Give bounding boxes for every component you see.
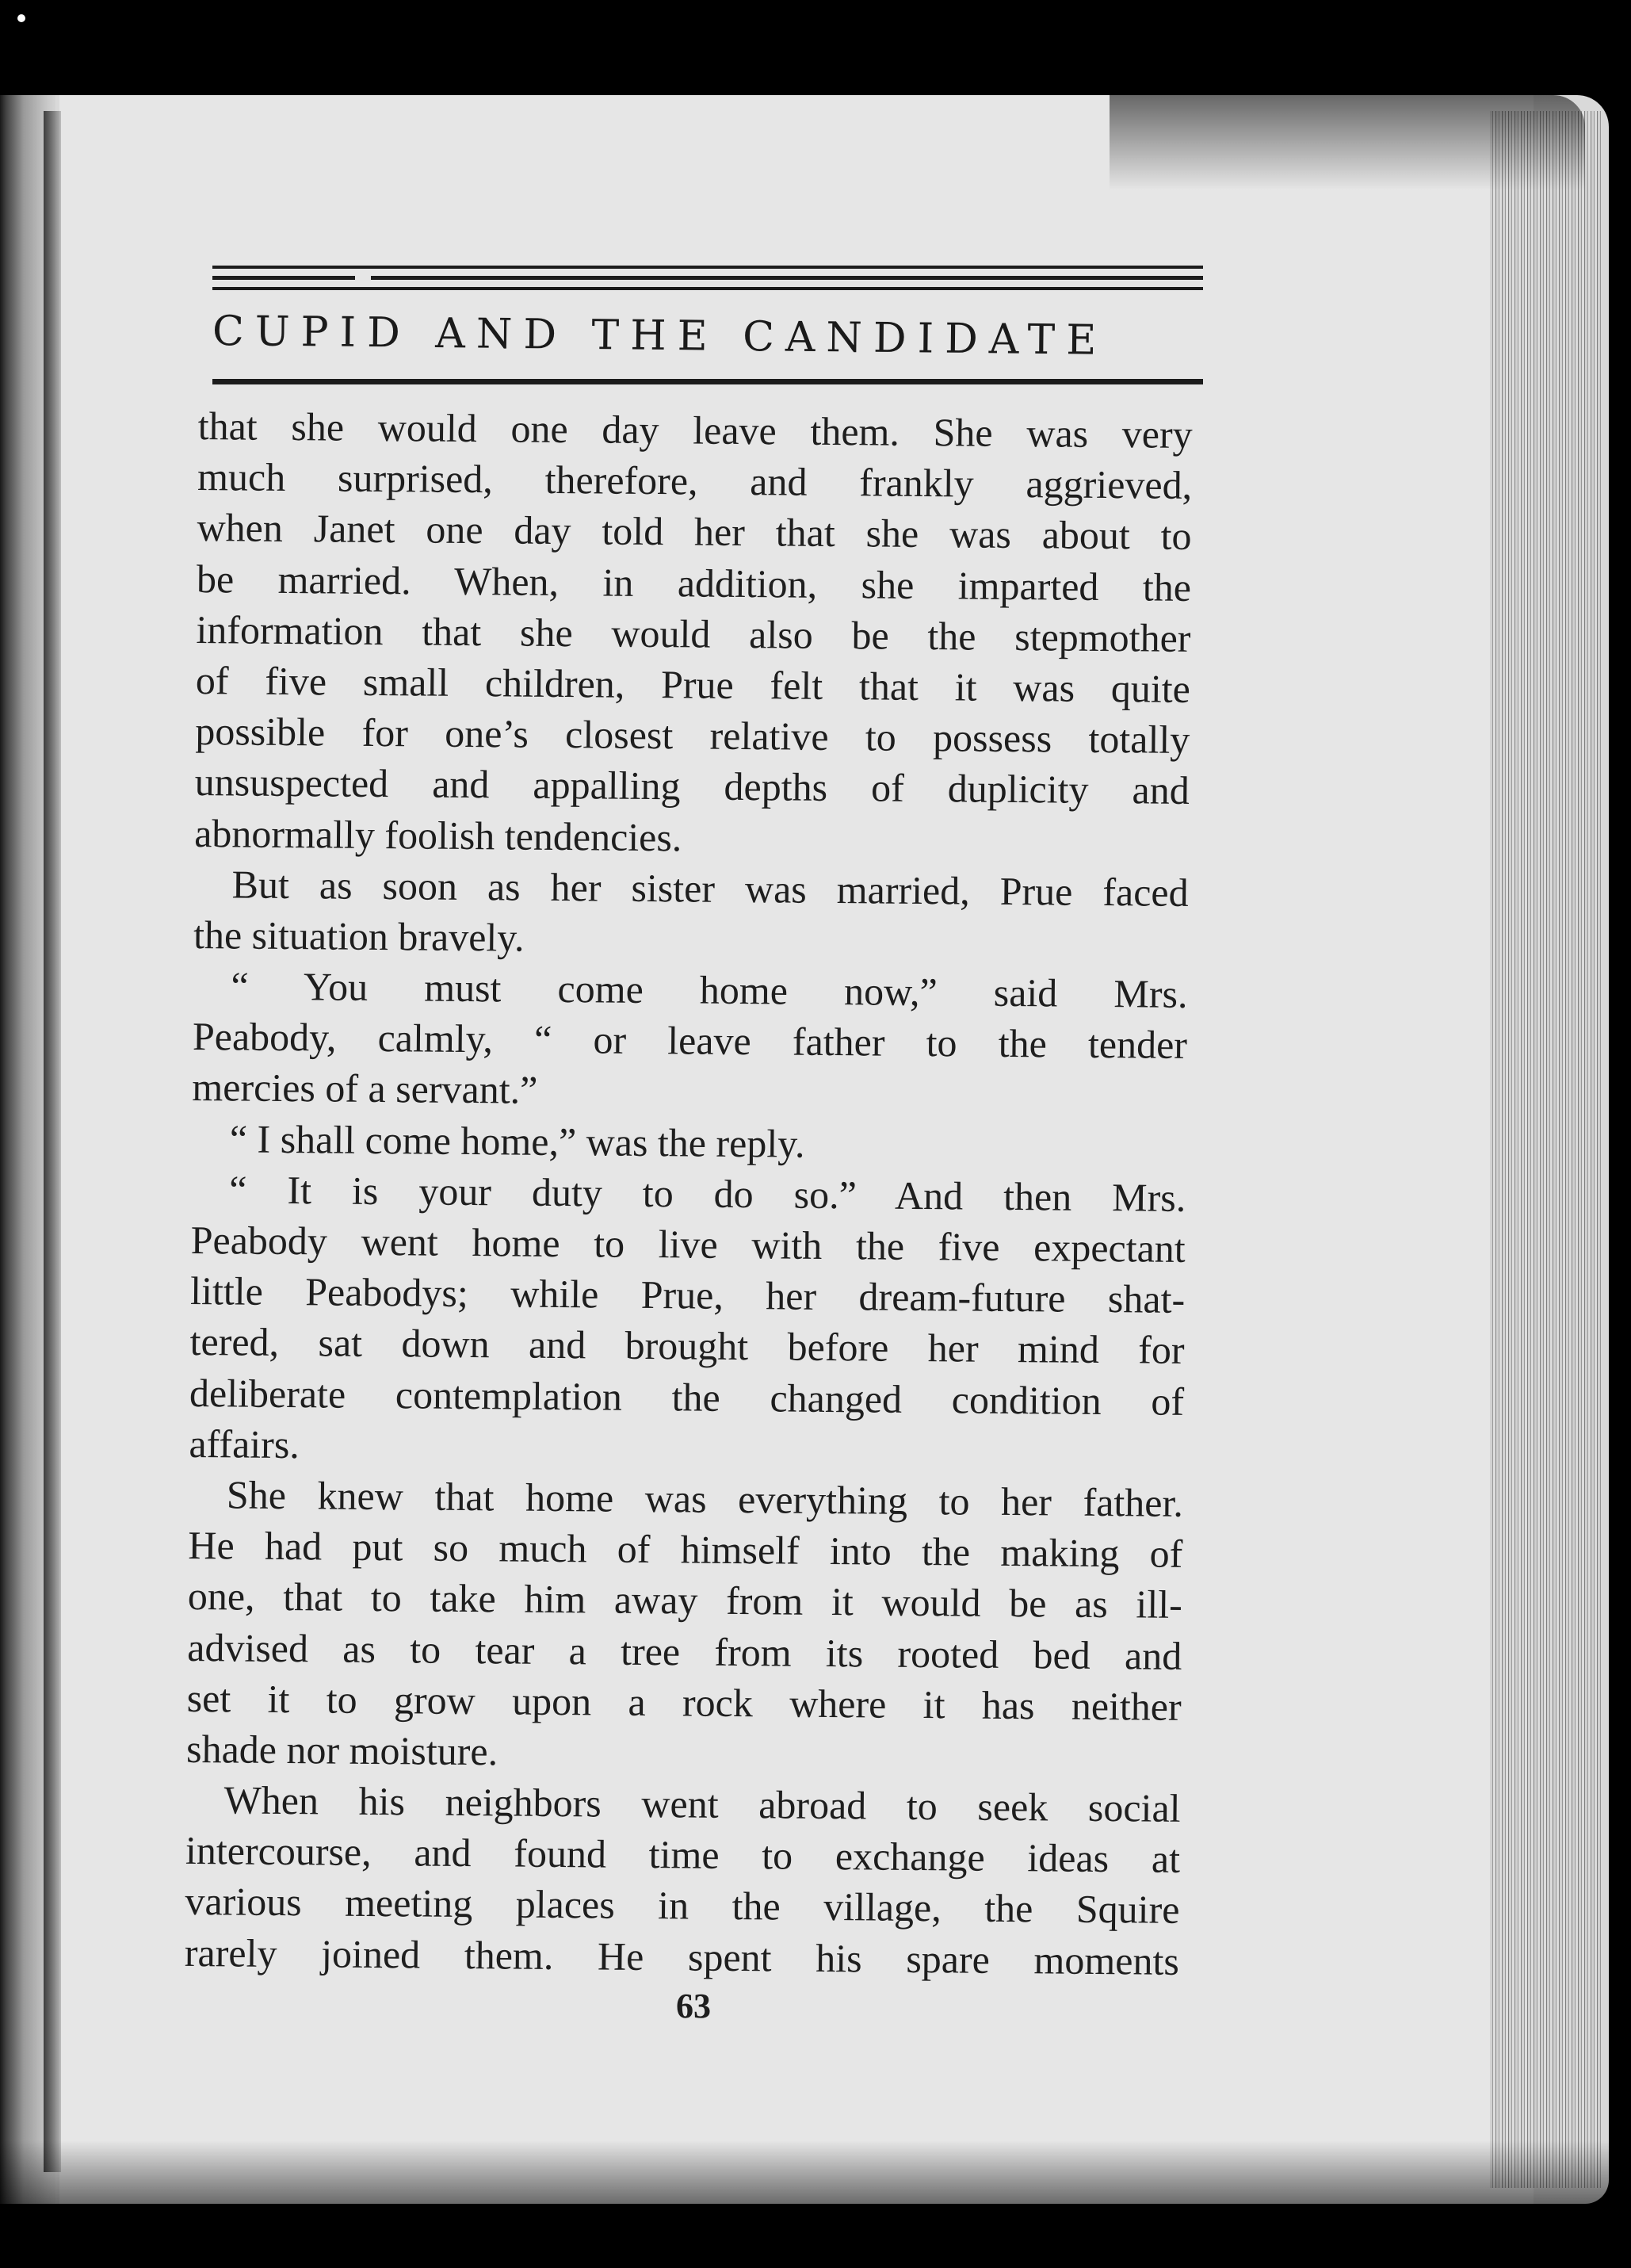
header-rule-lower (212, 287, 1203, 290)
text-line: one, that to take him away from it would be as ill- (187, 1574, 1183, 1627)
text-line: She knew that home was everything to her father. (226, 1472, 1184, 1525)
text-line: set it to grow upon a rock where it has neither (186, 1675, 1182, 1729)
text-line: But as soon as her sister was married, Prue faced (231, 862, 1189, 915)
text-line: information that she would also be the stepmother (196, 606, 1191, 660)
header-rule (212, 266, 1203, 269)
text-line: be married. When, in addition, she imparted the (196, 556, 1192, 610)
bottom-shadow (0, 2140, 1609, 2212)
text-line: affairs. (189, 1421, 300, 1467)
text-line: of five small children, Prue felt that it was quite (195, 657, 1191, 711)
text-line: “ It is your duty to do so.” And then Mrs. (229, 1167, 1186, 1220)
text-line: possible for one’s closest relative to possess totally (195, 709, 1190, 763)
body-text (185, 400, 1193, 1987)
text-line: Peabody, calmly, “ or leave father to the tender (192, 1014, 1188, 1068)
running-head: CUPID AND THE CANDIDATE (212, 308, 1108, 365)
header-rule-short (212, 276, 355, 280)
scan-speck (17, 14, 25, 22)
stacked-page-edges (1490, 111, 1601, 2188)
text-line: When his neighbors went abroad to seek social (223, 1777, 1181, 1830)
text-line: that she would one day leave them. She was very (197, 403, 1193, 457)
text-line: various meeting places in the village, the Squire (185, 1879, 1180, 1933)
gutter-shadow (44, 111, 61, 2172)
text-line: unsuspected and appalling depths of duplicity and (194, 759, 1190, 813)
text-line: “ I shall come home,” was the reply. (229, 1116, 805, 1166)
text-line: Peabody went home to live with the five expectant (190, 1217, 1186, 1271)
running-head-underline (212, 379, 1203, 384)
text-line: shade nor moisture. (185, 1726, 498, 1774)
text-line: He had put so much of himself into the making of (188, 1523, 1183, 1577)
text-line: intercourse, and found time to exchange ideas at (185, 1828, 1181, 1882)
text-line: abnormally foolish tendencies. (193, 810, 682, 859)
text-line: rarely joined them. He spent his spare moments (184, 1930, 1180, 1983)
text-line: mercies of a servant.” (192, 1065, 538, 1113)
text-line: deliberate contemplation the changed condition of (189, 1370, 1185, 1424)
text-line: little Peabodys; while Prue, her dream-future shat- (189, 1268, 1186, 1322)
text-line: tered, sat down and brought before her mind for (189, 1319, 1185, 1373)
text-line: much surprised, therefore, and frankly aggrieved, (197, 454, 1193, 508)
text-line: when Janet one day told her that she was about to (197, 505, 1192, 559)
text-line: “ You must come home now,” said Mrs. (231, 963, 1188, 1016)
page-number: 63 (676, 1987, 711, 2025)
header-rule-long (371, 276, 1203, 280)
top-corner-shadow (1110, 95, 1585, 190)
text-line: the situation bravely. (193, 912, 525, 960)
text-line: advised as to tear a tree from its rooted bed and (187, 1624, 1182, 1678)
